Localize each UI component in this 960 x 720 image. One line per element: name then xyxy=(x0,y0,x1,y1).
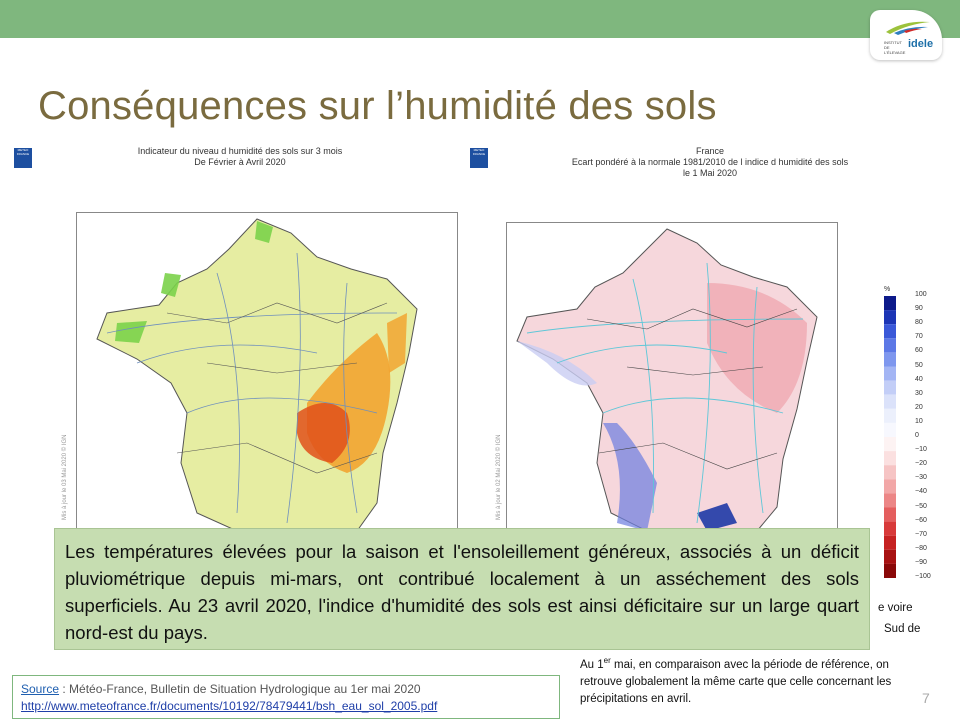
colorbar-band xyxy=(884,338,896,352)
colorbar-tick-label: −50 xyxy=(915,502,927,510)
callout-box xyxy=(54,528,870,650)
side-note-prefix: Au 1 xyxy=(580,658,604,671)
colorbar-tick-label: 50 xyxy=(915,361,923,369)
colorbar-band xyxy=(884,465,896,479)
colorbar-tick-label: −80 xyxy=(915,544,927,552)
left-map-title-line2: De Février à Avril 2020 xyxy=(194,157,286,167)
colorbar-tick-label: 10 xyxy=(915,417,923,425)
colorbar-tick-label: 30 xyxy=(915,389,923,397)
colorbar-tick-label: 80 xyxy=(915,319,923,327)
source-line xyxy=(21,681,551,698)
source-link[interactable]: http://www.meteofrance.fr/documents/10192/78479441/bsh_eau_sol_2005.pdf xyxy=(21,699,438,713)
top-banner xyxy=(0,0,960,38)
right-map-drawing xyxy=(507,223,837,533)
page-number: 7 xyxy=(922,690,930,706)
colorbar-band xyxy=(884,479,896,493)
colorbar-band xyxy=(884,395,896,409)
colorbar-tick-label: 90 xyxy=(915,305,923,313)
logo-word: idele xyxy=(908,38,934,50)
colorbar-band xyxy=(884,324,896,338)
colorbar-band xyxy=(884,550,896,564)
callout-text: Les températures élevées pour la saison et l'ensoleillement généreux, associés à un déficit pluviométrique depuis mi-mars, ont contribué localement à un asséchement des sols superficiels. Au 23 avril 2020, l'indice d'humidité des sols est ainsi déficitaire sur un large quart nord-est du pays. xyxy=(65,541,859,643)
colorbar-tick-label: 20 xyxy=(915,403,923,411)
left-map-side-text: Mis à jour le 03 Mai 2020 © IGN xyxy=(62,434,68,520)
side-note-sup: er xyxy=(603,656,611,665)
source-label[interactable]: Source xyxy=(21,682,60,696)
right-map xyxy=(506,222,838,534)
side-note xyxy=(580,652,900,708)
colorbar-band xyxy=(884,381,896,395)
right-map-title-line2: Ecart pondéré à la normale 1981/2010 de l indice d humidité des sols xyxy=(571,157,849,167)
slide-title: Conséquences sur l’humidité des sols xyxy=(38,84,717,128)
colorbar-band xyxy=(884,296,896,310)
colorbar-tick-label: −40 xyxy=(915,488,927,496)
colorbar-tick-label: −70 xyxy=(915,530,927,538)
colorbar-band xyxy=(884,437,896,451)
colorbar-band xyxy=(884,310,896,324)
side-fragment-1: e voire xyxy=(878,602,913,614)
colorbar-band xyxy=(884,367,896,381)
colorbar xyxy=(880,296,902,578)
side-note-rest: mai, en comparaison avec la période de référence, on retrouve globalement la même carte que celle concernant les précipitations en avril. xyxy=(580,658,892,705)
right-map-title-line1: France xyxy=(695,146,724,156)
colorbar-band xyxy=(884,564,896,578)
colorbar-tick-label: −20 xyxy=(915,460,927,468)
colorbar-tick-label: −30 xyxy=(915,474,927,482)
colorbar-tick-label: −10 xyxy=(915,446,927,454)
colorbar-tick-label: 0 xyxy=(915,432,919,439)
left-map-title xyxy=(110,146,370,168)
source-box xyxy=(12,675,560,719)
colorbar-tick-label: 60 xyxy=(915,347,923,355)
colorbar-tick-label: 100 xyxy=(915,291,927,298)
colorbar-tick-label: 70 xyxy=(915,333,923,341)
colorbar-band xyxy=(884,352,896,366)
right-map-side-text: Mis à jour le 02 Mai 2020 © IGN xyxy=(496,434,502,520)
colorbar-band xyxy=(884,493,896,507)
side-fragment-2: Sud de xyxy=(884,623,921,635)
meteo-france-logo-right: METEO FRANCE xyxy=(470,148,488,168)
left-map-drawing xyxy=(77,213,457,533)
logo-small-text: INSTITUT DE L'ÉLEVAGE xyxy=(884,40,906,55)
colorbar-tick-label: −60 xyxy=(915,516,927,524)
colorbar-tick-label: 40 xyxy=(915,375,923,383)
colorbar-band xyxy=(884,536,896,550)
colorbar-band xyxy=(884,451,896,465)
colorbar-band xyxy=(884,423,896,437)
colorbar-band xyxy=(884,522,896,536)
source-text: : Météo-France, Bulletin de Situation Hydrologique au 1er mai 2020 xyxy=(59,682,421,696)
right-map-title xyxy=(540,146,880,179)
left-map xyxy=(76,212,458,534)
colorbar-band xyxy=(884,409,896,423)
meteo-france-logo-left: METEO FRANCE xyxy=(14,148,32,168)
colorbar-tick-label: −100 xyxy=(915,573,931,580)
right-map-title-line3: le 1 Mai 2020 xyxy=(682,168,738,178)
colorbar-unit: % xyxy=(884,286,891,293)
colorbar-band xyxy=(884,508,896,522)
logo-swoosh-icon xyxy=(884,18,932,36)
left-map-title-line1: Indicateur du niveau d humidité des sols sur 3 mois xyxy=(137,146,343,156)
idele-logo xyxy=(870,10,942,60)
colorbar-tick-label: −90 xyxy=(915,558,927,566)
